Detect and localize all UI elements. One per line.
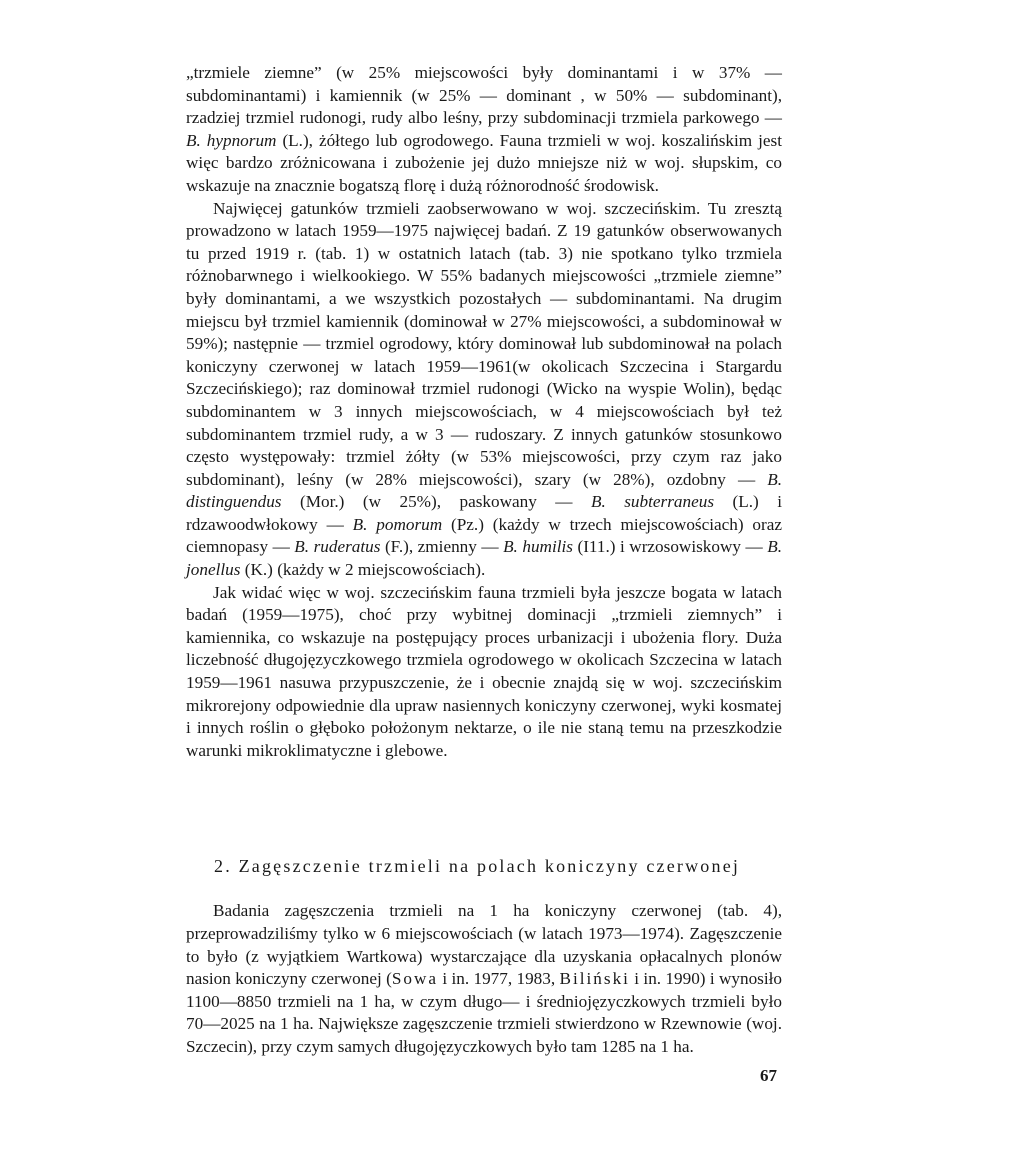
text-segment: (Mor.) (w 25%), paskowany — — [281, 492, 591, 512]
italic-species-name: B. distinguendus — [186, 469, 782, 512]
spaced-author-name: Biliński — [559, 969, 630, 989]
paragraph — [186, 62, 782, 198]
italic-species-name: B. subterraneus — [590, 492, 715, 512]
body-text-top — [186, 62, 782, 762]
body-text-bottom — [186, 900, 782, 1058]
text-segment: (K.) (każdy w 2 miejscowościach). — [240, 560, 486, 580]
text-segment: Najwięcej gatunków trzmieli zaobserwowano w woj. szczecińskim. Tu zresztą prowadzono w latach 1959—1975 najwięcej badań. Z 19 gatunków obserwowanych tu przed 1919 r. (tab. 1) w ostatnich latach (tab. 3) nie spotkano tylko trzmiela różnobarwnego i wielkookiego. W 55% badanych miejscowości „trzmiele ziemne” były dominantami, a we wszystkich pozostałych — subdominantami. Na drugim miejscu był trzmiel kamiennik (dominował w 27% miejscowości, a subdominował w 59%); następnie — trzmiel ogrodowy, który dominował lub subdominował na polach koniczyny czerwonej w latach 1959—1961(w okolicach Szczecina i Stargardu Szczecińskiego); raz dominował trzmiel rudonogi (Wicko na wyspie Wolin), będąc subdominantem w 3 innych miejscowościach, w 4 miejscowościach był też subdominantem trzmiel rudy, a w 3 — rudoszary. Z innych gatunków stosunkowo często występowały: trzmiel żółty (w 53% miejscowości, przy czym raz jako subdominant), leśny (w 28% miejscowości), szary (w 28%), ozdobny — — [186, 198, 782, 489]
text-segment: i in. 1990) i wynosiło 1100—8850 trzmieli na 1 ha, w czym długo— i średniojęzyczkowych trzmieli było 70—2025 na 1 ha. Największe zagęszczenie trzmieli stwierdzono w Rzewnowie (woj. Szczecin), przy czym samych długojęzyczkowych było tam 1285 na 1 ha. — [186, 969, 782, 1056]
italic-species-name: B. ruderatus — [294, 537, 381, 557]
page-number: 67 — [760, 1066, 777, 1085]
italic-species-name: B. humilis — [503, 537, 573, 557]
text-segment: (I11.) i wrzosowiskowy — — [572, 537, 768, 557]
italic-species-name: B. jonellus — [186, 537, 782, 580]
text-segment: (L.) i rdzawoodwłokowy — — [186, 492, 782, 534]
paragraph — [186, 900, 782, 1058]
paragraph — [186, 582, 782, 763]
text-segment: Jak widać więc w woj. szczecińskim fauna trzmieli była jeszcze bogata w latach badań (1959—1975), choć przy wybitnej dominacji „trzmieli ziemnych” i kamiennika, co wskazuje na postępujący proces urbanizacji i ubożenia flory. Duża liczebność długojęzyczkowego trzmiela ogrodowego w okolicach Szczecina w latach 1959—1961 nasuwa przypuszczenie, że i obecnie znajdą się w woj. szczecińskim mikrorejony odpowiednie dla upraw nasiennych koniczyny czerwonej, wyki kosmatej i innych roślin o głęboko położonym nektarze, o ile nie staną temu na przeszkodzie warunki mikroklimatyczne i glebowe. — [186, 582, 782, 760]
text-segment: Badania zagęszczenia trzmieli na 1 ha koniczyny czerwonej (tab. 4), przeprowadziliśmy tylko w 6 miejscowościach (w latach 1973—1974). Zagęszczenie to było (z wyjątkiem Wartkowa) wystarczające dla uzyskania opłacalnych plonów nasion koniczyny czerwonej ( — [186, 901, 782, 989]
text-segment: (L.), żółtego lub ogrodowego. Fauna trzmieli w woj. koszalińskim jest więc bardzo zróżnicowana i zubożenie jej dużo mniejsze niż w woj. słupskim, co wskazuje na znacznie bogatszą florę i dużą różnorodność środowisk. — [186, 130, 782, 195]
text-segment: (F.), zmienny — — [380, 537, 504, 557]
blank-gap — [186, 762, 782, 854]
italic-species-name: B. hypnorum — [186, 130, 277, 150]
spaced-author-name: Sowa — [391, 969, 439, 989]
text-segment: „trzmiele ziemne” (w 25% miejscowości były dominantami i w 37% — subdominantami) i kamiennik (w 25% — dominant , w 50% — subdominant), rzadziej trzmiel rudonogi, rudy albo leśny, przy subdominacji trzmiela parkowego — — [186, 63, 782, 128]
text-segment: i in. 1977, 1983, — [438, 969, 560, 989]
document-page — [186, 62, 782, 1059]
section-heading: 2. Zagęszczenie trzmieli na polach koniczyny czerwonej — [214, 856, 741, 877]
paragraph — [186, 198, 782, 582]
italic-species-name: B. pomorum — [352, 514, 443, 534]
text-segment: (Pz.) (każdy w trzech miejscowościach) oraz ciemnopasy — — [186, 514, 782, 557]
